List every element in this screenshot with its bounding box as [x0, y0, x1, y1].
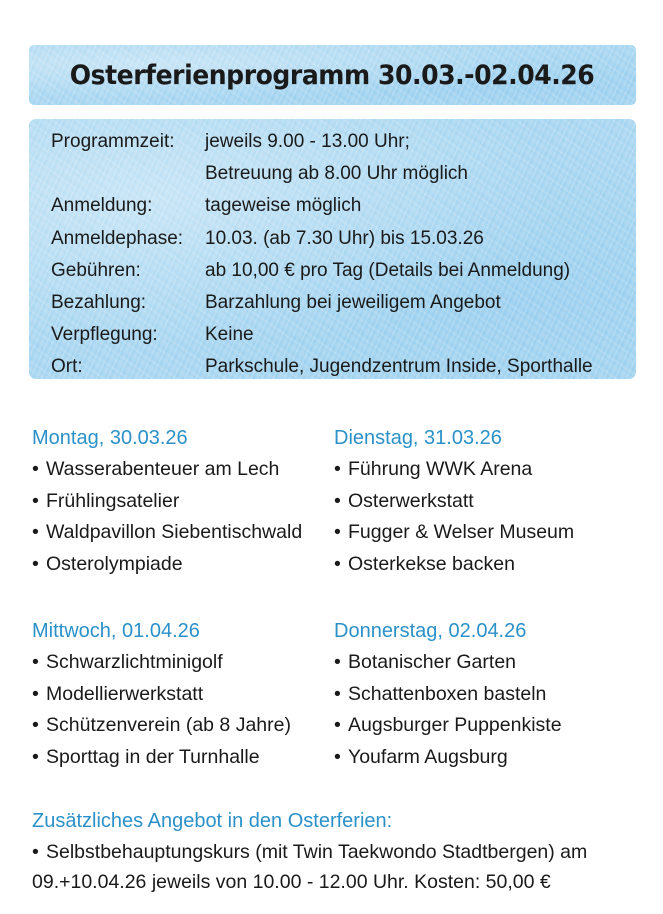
- bullet: •: [334, 714, 341, 736]
- day-title: Donnerstag, 02.04.26: [334, 620, 527, 642]
- list-item: [32, 679, 291, 711]
- list-item: [334, 549, 574, 581]
- extra-offer-text: [32, 837, 642, 897]
- activity-text: Wasserabenteuer am Lech: [46, 458, 280, 480]
- activity-text: Sporttag in der Turnhalle: [46, 745, 260, 768]
- list-item: [32, 647, 291, 679]
- activity-text: Schattenboxen basteln: [348, 682, 547, 705]
- list-item: [32, 549, 302, 581]
- list-item: [32, 742, 291, 774]
- activity-text: Osterolympiade: [46, 552, 183, 575]
- bullet: •: [334, 458, 341, 480]
- bullet: •: [32, 521, 39, 543]
- page-title: Osterferienprogramm 30.03.-02.04.26: [70, 59, 595, 91]
- list-item: [334, 517, 574, 549]
- activity-list: [334, 647, 562, 773]
- activity-list: [334, 454, 574, 580]
- bullet: •: [334, 489, 341, 512]
- day-block-monday: [32, 423, 302, 580]
- info-box: [29, 119, 636, 379]
- extra-offer-title: Zusätzliches Angebot in den Osterferien:: [32, 810, 393, 832]
- activity-text: Osterwerkstatt: [348, 489, 474, 512]
- bullet: •: [32, 552, 39, 575]
- info-value: jeweils 9.00 - 13.00 Uhr;: [205, 131, 410, 153]
- info-label: Bezahlung:: [51, 292, 147, 314]
- day-title: Mittwoch, 01.04.26: [32, 620, 200, 642]
- info-label: Programmzeit:: [51, 131, 175, 153]
- info-row-bezahlung: [51, 287, 636, 319]
- info-row-programmzeit: [51, 126, 636, 158]
- day-block-tuesday: [334, 423, 574, 580]
- info-label: Anmeldung:: [51, 195, 153, 217]
- activity-list: [32, 647, 291, 773]
- info-label: Gebühren:: [51, 259, 141, 281]
- bullet: •: [334, 552, 341, 575]
- bullet: •: [32, 458, 39, 480]
- activity-text: Waldpavillon Siebentischwald: [46, 521, 303, 543]
- list-item: [32, 710, 291, 742]
- info-value: Keine: [205, 324, 254, 346]
- bullet: •: [32, 745, 39, 768]
- activity-text: Schützenverein (ab 8 Jahre): [46, 714, 291, 736]
- bullet: •: [334, 745, 341, 768]
- info-row-verpflegung: [51, 319, 636, 351]
- bullet: •: [32, 651, 39, 673]
- activity-text: Youfarm Augsburg: [348, 745, 508, 768]
- info-value: Parkschule, Jugendzentrum Inside, Sporthalle: [205, 356, 593, 378]
- extra-offer-body: Selbstbehauptungskurs (mit Twin Taekwondo Stadtbergen) am 09.+10.04.26 jeweils von 10.00 - 12.00 Uhr. Kosten: 50,00 €: [32, 841, 588, 893]
- day-block-wednesday: [32, 616, 291, 773]
- bullet: •: [334, 682, 341, 705]
- bullet: •: [32, 714, 39, 736]
- info-label: Ort:: [51, 356, 83, 378]
- info-value: ab 10,00 € pro Tag (Details bei Anmeldung): [205, 259, 571, 281]
- info-value: tageweise möglich: [205, 195, 362, 217]
- list-item: [32, 454, 302, 486]
- info-value: 10.03. (ab 7.30 Uhr) bis 15.03.26: [205, 227, 484, 249]
- list-item: [334, 486, 574, 518]
- info-row-anmeldung: [51, 190, 636, 222]
- info-row-betreuung: [51, 158, 636, 190]
- list-item: [334, 647, 562, 679]
- bullet: •: [334, 521, 341, 543]
- activity-text: Augsburger Puppenkiste: [348, 714, 562, 736]
- activity-text: Botanischer Garten: [348, 651, 517, 673]
- list-item: [32, 486, 302, 518]
- list-item: [334, 679, 562, 711]
- info-label: Verpflegung:: [51, 324, 158, 346]
- info-label: Anmeldephase:: [51, 227, 184, 249]
- extra-offer: [32, 805, 642, 897]
- title-banner: [29, 45, 636, 105]
- activity-text: Fugger & Welser Museum: [348, 521, 575, 543]
- list-item: [334, 710, 562, 742]
- activity-text: Osterkekse backen: [348, 552, 515, 575]
- activity-list: [32, 454, 302, 580]
- day-title: Dienstag, 31.03.26: [334, 427, 502, 449]
- info-row-ort: [51, 351, 636, 383]
- bullet: •: [32, 841, 39, 863]
- list-item: [334, 454, 574, 486]
- info-row-gebuehren: [51, 255, 636, 287]
- bullet: •: [32, 489, 39, 512]
- info-value: Barzahlung bei jeweiligem Angebot: [205, 292, 501, 314]
- list-item: [334, 742, 562, 774]
- bullet: •: [32, 682, 39, 705]
- activity-text: Modellierwerkstatt: [46, 682, 204, 705]
- info-value: Betreuung ab 8.00 Uhr möglich: [205, 163, 468, 185]
- list-item: [32, 517, 302, 549]
- activity-text: Schwarzlichtminigolf: [46, 651, 223, 673]
- day-title: Montag, 30.03.26: [32, 427, 188, 449]
- activity-text: Frühlingsatelier: [46, 489, 180, 512]
- day-block-thursday: [334, 616, 562, 773]
- activity-text: Führung WWK Arena: [348, 458, 533, 480]
- info-row-anmeldephase: [51, 223, 636, 255]
- bullet: •: [334, 651, 341, 673]
